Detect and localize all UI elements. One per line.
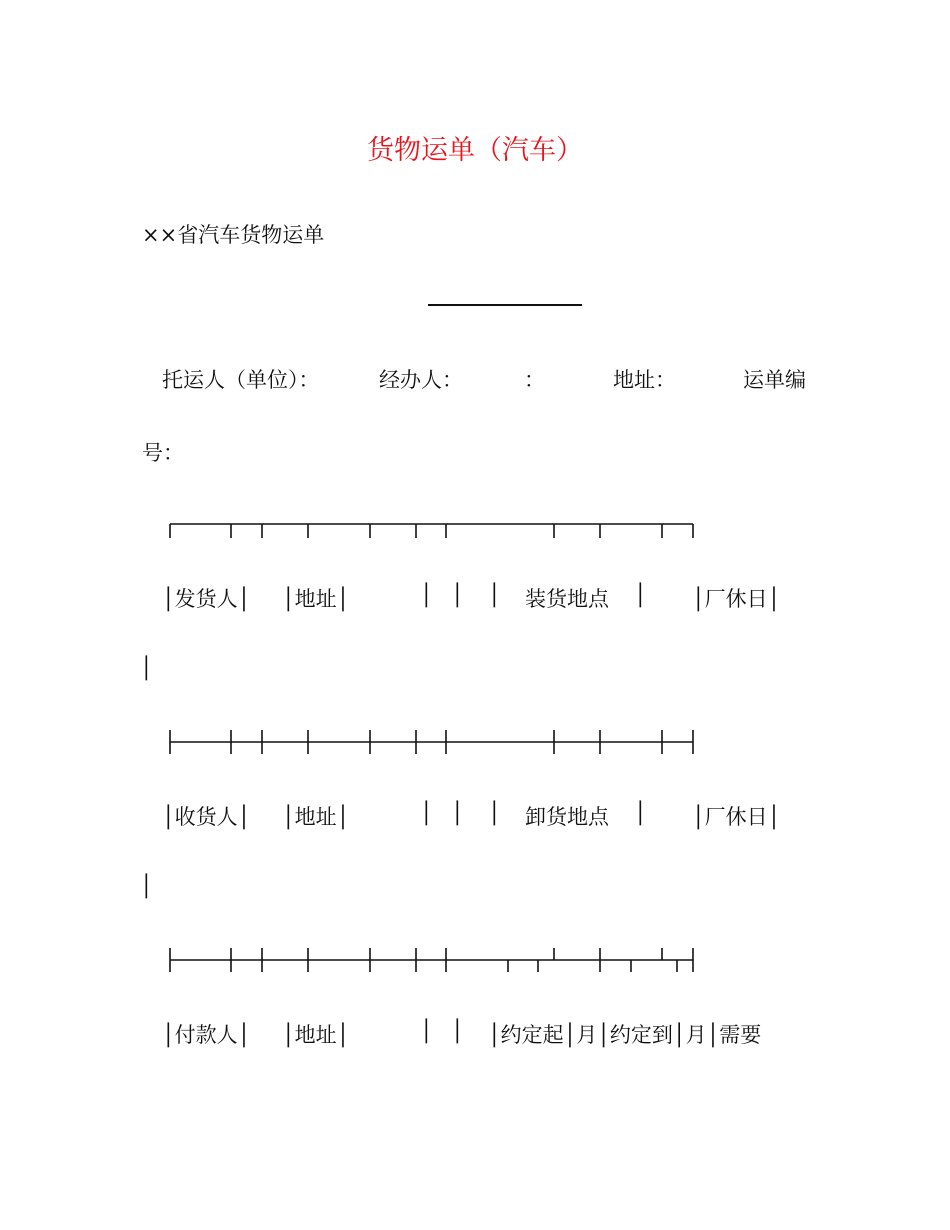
cell-divider: │ — [451, 1019, 464, 1043]
address-label: 地址： — [613, 368, 676, 392]
cell-divider: │ — [420, 1019, 433, 1043]
table-rule-2 — [170, 730, 693, 754]
consignee-address-label: │地址│ — [282, 805, 350, 829]
cell-divider: │ — [634, 801, 647, 825]
cell-divider: │ — [488, 801, 501, 825]
table-rule-1 — [170, 524, 693, 538]
unloading-place-label: 卸货地点 — [525, 805, 609, 829]
agreed-dates-label: │约定起│月│约定到│月│需要 — [488, 1023, 762, 1047]
handler-label: 经办人： — [379, 368, 463, 392]
cell-divider: │ — [451, 801, 464, 825]
cell-divider: │ — [451, 583, 464, 607]
form-subtitle: ××省汽车货物运单 — [142, 223, 325, 247]
cell-divider: │ — [420, 801, 433, 825]
row-tail-divider: │ — [140, 656, 153, 680]
table-rule-3 — [170, 948, 693, 972]
rest-day-label: │厂休日│ — [692, 587, 781, 611]
rest-day-label: │厂休日│ — [692, 805, 781, 829]
shipper-label: 托运人（单位）： — [162, 368, 320, 392]
waybill-number-label-cont: 号： — [142, 441, 184, 465]
consignor-label: │发货人│ — [162, 587, 251, 611]
colon-label: ： — [524, 368, 545, 392]
loading-place-label: 装货地点 — [525, 587, 609, 611]
row-tail-divider: │ — [140, 874, 153, 898]
payer-label: │付款人│ — [162, 1023, 251, 1047]
cell-divider: │ — [634, 583, 647, 607]
cell-divider: │ — [488, 583, 501, 607]
payer-address-label: │地址│ — [282, 1023, 350, 1047]
cell-divider: │ — [420, 583, 433, 607]
waybill-number-label: 运单编 — [743, 368, 806, 392]
consignor-address-label: │地址│ — [282, 587, 350, 611]
consignee-label: │收货人│ — [162, 805, 251, 829]
document-title: 货物运单（汽车） — [367, 135, 583, 166]
